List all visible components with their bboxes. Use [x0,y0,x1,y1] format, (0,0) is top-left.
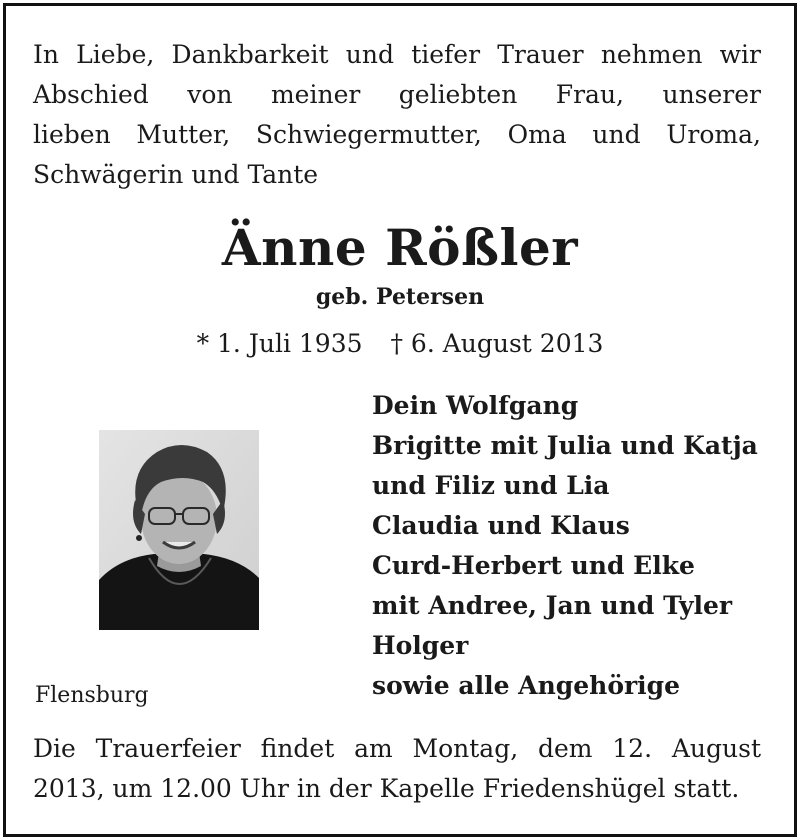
intro-line: Abschied von meiner geliebten Frau, unserer [33,80,761,109]
mourners-list [372,386,758,706]
intro-line: In Liebe, Dankbarkeit und tiefer Trauer nehmen wir [33,40,761,69]
mourner-line: Claudia und Klaus [372,511,630,540]
death-date: † 6. August 2013 [390,329,604,358]
place-name: Flensburg [35,683,149,708]
mourner-line: Holger [372,631,469,660]
funeral-notice [33,729,761,809]
mourner-line: mit Andree, Jan und Tyler [372,591,733,620]
mourner-line: Dein Wolfgang [372,391,579,420]
birth-date: * 1. Juli 1935 [196,329,363,358]
intro-line: lieben Mutter, Schwiegermutter, Oma und Uroma, [33,120,761,149]
funeral-line: 2013, um 12.00 Uhr in der Kapelle Friedenshügel statt. [33,774,740,803]
mourner-line: Brigitte mit Julia und Katja [372,431,758,460]
life-dates [0,329,800,358]
mourner-line: sowie alle Angehörige [372,671,681,700]
funeral-line: Die Trauerfeier findet am Montag, dem 12. August [33,734,761,763]
portrait-photo [99,430,259,630]
deceased-name: Änne Rößler [221,218,579,277]
intro-line: Schwägerin und Tante [33,160,319,189]
maiden-name: geb. Petersen [315,284,485,310]
intro-text [33,35,761,195]
mourner-line: und Filiz und Lia [372,471,610,500]
portrait-image [99,430,259,630]
mourner-line: Curd-Herbert und Elke [372,551,695,580]
